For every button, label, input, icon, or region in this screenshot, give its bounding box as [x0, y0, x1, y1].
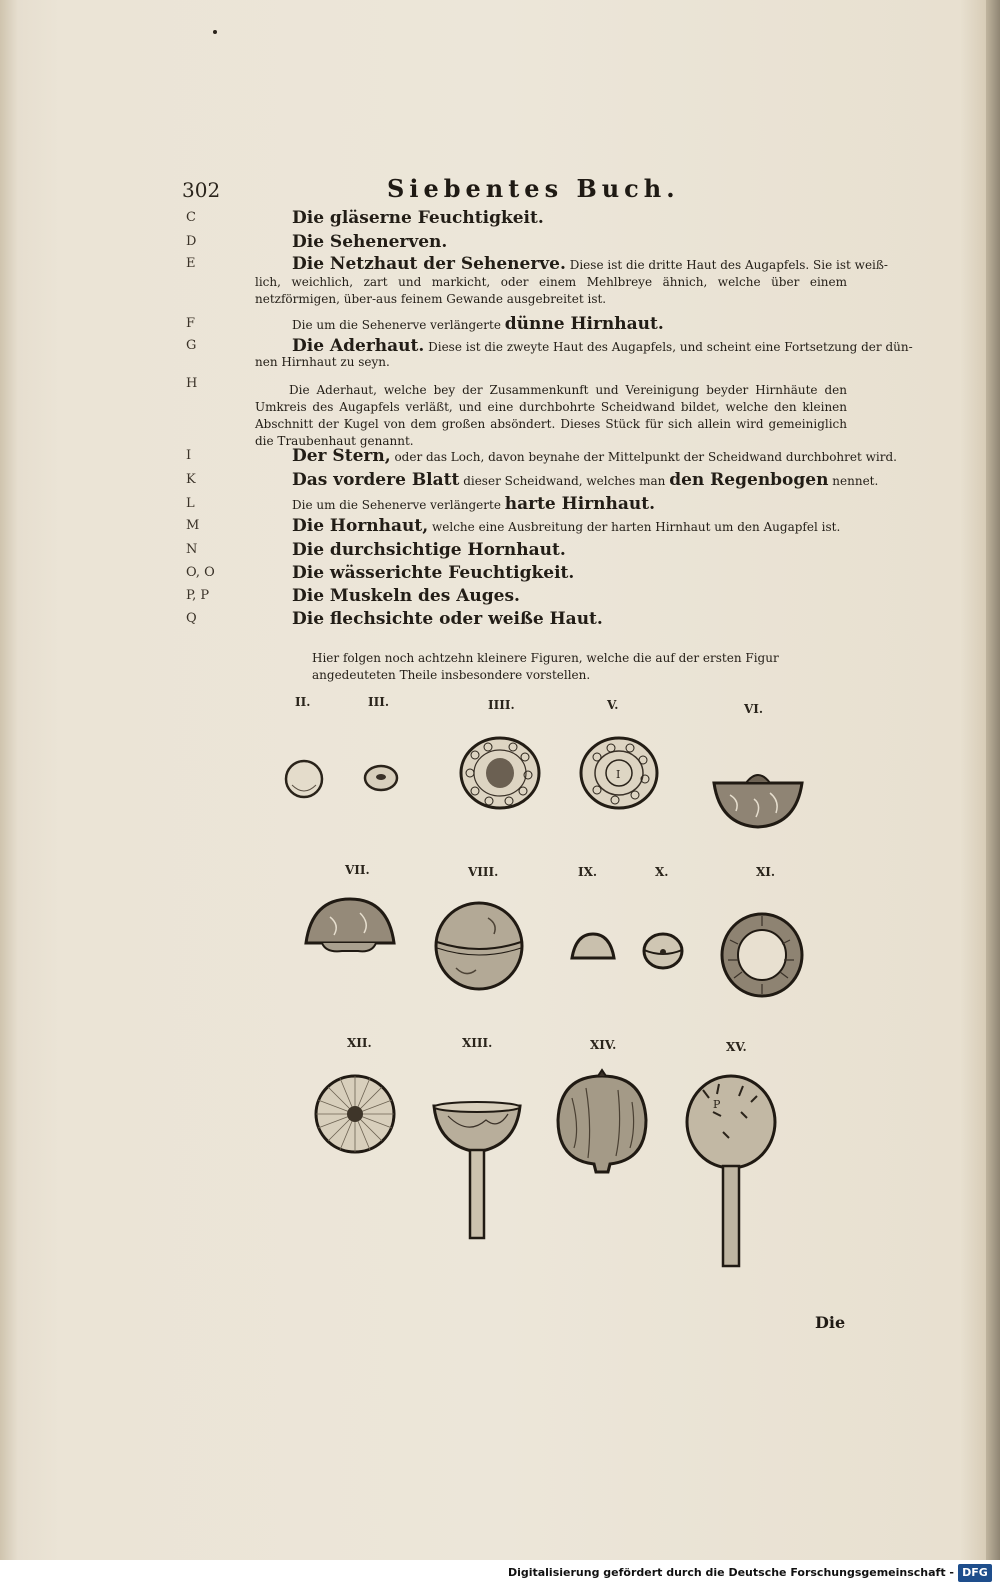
entry-letter: O, O: [186, 565, 215, 580]
entry-letter: E: [186, 256, 196, 271]
figure-label: XII.: [347, 1036, 372, 1050]
entry-text: [292, 494, 655, 514]
figure-label: X.: [655, 865, 669, 879]
entry-text: [292, 470, 878, 490]
entry-text: [292, 540, 566, 560]
figure-small-sphere: [282, 757, 326, 801]
figure-lens: [360, 762, 402, 794]
entry-text: [292, 208, 544, 228]
entry-term: Die Aderhaut.: [292, 336, 425, 356]
entry-term: Die flechsichte oder weiße Haut.: [292, 609, 603, 629]
entry-letter: L: [186, 496, 195, 511]
entry-term: Die durchsichtige Hornhaut.: [292, 540, 566, 560]
svg-text:P: P: [713, 1098, 721, 1111]
figure-iris-ring-dark: [575, 735, 663, 811]
entry-description: welche eine Ausbreitung der harten Hirnhaut um den Augapfel ist.: [428, 520, 841, 534]
entry-term: Die gläserne Feuchtigkeit.: [292, 208, 544, 228]
figure-sphere-band: [432, 898, 526, 994]
figure-label: XIII.: [462, 1036, 493, 1050]
figures-intro: Hier folgen noch achtzehn kleinere Figuren, welche die auf der ersten Figur angedeuteten Theile insbesondere vorstellen.: [312, 651, 779, 682]
entry-text: [292, 516, 840, 536]
entry-continuation: lich, weichlich, zart und markicht, oder einem Mehlbreye ähnich, welche über einem netzförmigen, über-aus feinem Gewande ausgebreitet ist.: [255, 275, 847, 306]
figure-dome: [300, 895, 400, 955]
entry-letter: I: [186, 448, 192, 463]
entry-letter: F: [186, 316, 196, 331]
entry-description: dieser Scheidwand, welches man: [459, 474, 670, 488]
entry-text: [292, 232, 447, 252]
page-number: 302: [182, 178, 221, 202]
entry-term: Die Netzhaut der Sehenerve.: [292, 254, 566, 274]
entry-term: Die Sehenerven.: [292, 232, 448, 252]
entry-term: Die Muskeln des Auges.: [292, 586, 520, 606]
figure-label: VIII.: [468, 865, 499, 879]
figure-label: VII.: [345, 863, 370, 877]
figure-half-cup: [710, 765, 806, 831]
entry-letter: N: [186, 542, 198, 557]
entry-text: [292, 336, 913, 356]
entry-description: nennet.: [828, 474, 879, 488]
entry-prefix: Die um die Sehenerve verlängerte: [292, 498, 505, 512]
entry-text: [292, 609, 603, 629]
entry-letter: P, P: [186, 588, 210, 603]
entry-letter: D: [186, 234, 197, 249]
page-edge-shadow: [986, 0, 1000, 1560]
figure-cup-on-stalk: [428, 1100, 526, 1242]
entry-letter: G: [186, 338, 197, 353]
figure-label: XI.: [756, 865, 776, 879]
figure-label: XV.: [726, 1040, 747, 1054]
entry-description: Diese ist die dritte Haut des Augapfels. Sie ist weiß-: [565, 258, 888, 272]
digitization-footer: [0, 1560, 1000, 1588]
figure-small-dome: [568, 930, 618, 964]
entry-term: harte Hirnhaut.: [504, 494, 656, 514]
entry-text: [292, 586, 520, 606]
entry-continuation: nen Hirnhaut zu seyn.: [255, 355, 390, 369]
entry-term: dünne Hirnhaut.: [504, 314, 664, 334]
figure-label: III.: [368, 695, 390, 709]
running-title: Siebentes Buch.: [387, 174, 680, 203]
figure-label: IIII.: [488, 698, 515, 712]
entry-term: Die Hornhaut,: [292, 516, 429, 536]
entry-description: Diese ist die zweyte Haut des Augapfels, und scheint eine Fortsetzung der dün-: [424, 340, 913, 354]
figure-sphere-on-stalk: [683, 1072, 779, 1270]
figure-ring: [718, 910, 806, 1000]
figure-label: XIV.: [590, 1038, 617, 1052]
figure-label: IX.: [578, 865, 598, 879]
page-header: [182, 172, 862, 212]
entry-letter: M: [186, 518, 200, 533]
figure-small-sphere-cut: [640, 930, 686, 972]
entry-letter: K: [186, 472, 196, 487]
entry-letter: Q: [186, 611, 197, 626]
dfg-logo: DFG: [958, 1564, 992, 1582]
catchword: Die: [815, 1313, 846, 1332]
entry-text: [292, 314, 664, 334]
entry-term: Das vordere Blatt: [292, 470, 460, 490]
entry-letter: C: [186, 210, 196, 225]
entry-text: [292, 563, 574, 583]
entry-description: oder das Loch, davon beynahe der Mittelpunkt der Scheidwand durchbohret wird.: [390, 450, 897, 464]
entry-term: den Regenbogen: [669, 470, 829, 490]
entry-text: [292, 254, 888, 274]
funding-notice: Digitalisierung gefördert durch die Deutsche Forschungsgemeinschaft -: [507, 1566, 954, 1579]
figure-disc: [312, 1072, 398, 1156]
entry-paragraph: Die Aderhaut, welche bey der Zusammenkunft und Vereinigung beyder Hirnhäute den Umkreis des Augapfels verläßt, und eine durchbohrte Scheidwand bildet, welche den kleinen Abschnitt der Kugel von dem großen absöndert. Dieses Stück für sich allein wird gemeiniglich die Traubenhaut genannt.: [255, 383, 847, 448]
entry-text: [292, 446, 897, 466]
entry-letter: H: [186, 376, 198, 391]
figure-label: VI.: [744, 702, 764, 716]
ink-speck: [213, 30, 217, 34]
svg-text:I: I: [616, 768, 621, 781]
entry-term: Die wässerichte Feuchtigkeit.: [292, 563, 575, 583]
figure-iris-ring: [455, 735, 545, 811]
figure-label: V.: [607, 698, 619, 712]
entry-prefix: Die um die Sehenerve verlängerte: [292, 318, 505, 332]
figure-label: II.: [295, 695, 311, 709]
entry-term: Der Stern,: [292, 446, 391, 466]
figure-apple-sphere: [552, 1068, 652, 1178]
